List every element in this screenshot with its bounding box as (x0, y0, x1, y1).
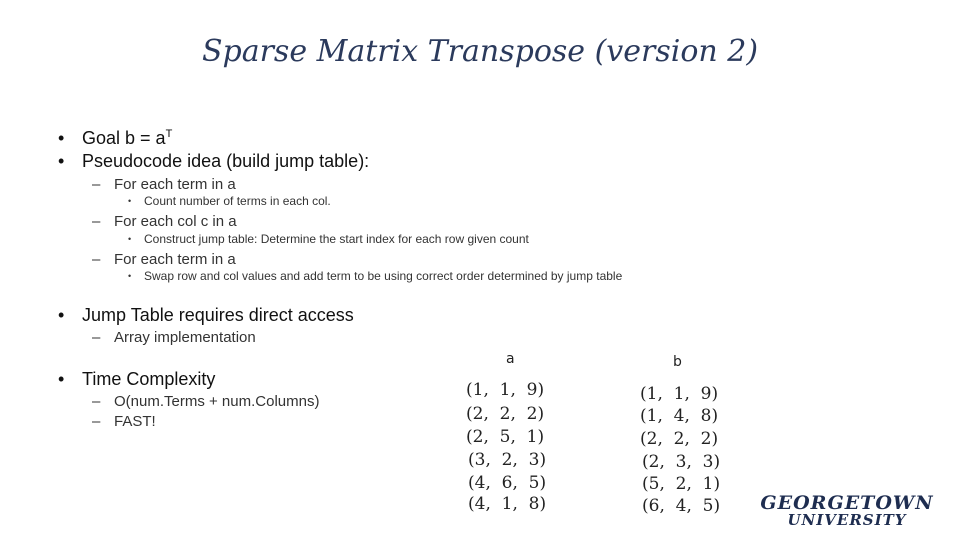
georgetown-logo (752, 494, 942, 530)
matrix-a-row: (3, 2, 3) (468, 450, 547, 470)
step1-detail-text: Count number of terms in each col. (144, 194, 331, 208)
slide-title: Sparse Matrix Transpose (version 2) (201, 34, 759, 69)
step2-text: For each col c in a (114, 213, 237, 230)
sub-bullet-fast: – FAST! (92, 413, 156, 430)
detail-step2: • Construct jump table: Determine the start index for each row given count (128, 232, 529, 246)
goal-superscript: T (165, 128, 173, 140)
matrix-b-row: (5, 2, 1) (642, 474, 721, 494)
matrix-a-row: (2, 2, 2) (466, 404, 545, 424)
step1-text: For each term in a (114, 176, 236, 193)
sub-bullet-step2: – For each col c in a (92, 213, 237, 230)
bullet-jump-table: • Jump Table requires direct access (58, 305, 354, 325)
detail-step1: • Count number of terms in each col. (128, 194, 331, 208)
matrix-b-label: b (673, 354, 682, 370)
matrix-b-row: (2, 2, 2) (640, 429, 719, 449)
matrix-b-row: (1, 1, 9) (640, 384, 719, 404)
step2-detail-text: Construct jump table: Determine the start index for each row given count (144, 232, 529, 246)
matrix-a-row: (4, 6, 5) (468, 473, 547, 493)
pseudocode-text: Pseudocode idea (build jump table): (82, 151, 370, 171)
sub-bullet-array: – Array implementation (92, 329, 256, 346)
bullet-pseudocode: • Pseudocode idea (build jump table): (58, 151, 370, 171)
matrix-a-row: (2, 5, 1) (466, 427, 545, 447)
step3-detail-text: Swap row and col values and add term to be using correct order determined by jump table (144, 269, 623, 283)
matrix-b-row: (6, 4, 5) (642, 496, 721, 516)
matrix-b-row: (2, 3, 3) (642, 452, 721, 472)
matrix-a-label: a (506, 351, 515, 367)
step3-text: For each term in a (114, 251, 236, 268)
goal-text: Goal b = a (82, 128, 166, 148)
sub-bullet-step1: – For each term in a (92, 176, 236, 193)
matrix-b-row: (1, 4, 8) (640, 406, 719, 426)
matrix-a-row: (1, 1, 9) (466, 380, 545, 400)
sub-bullet-complexity: – O(num.Terms + num.Columns) (92, 393, 320, 410)
logo-line1: GEORGETOWN (760, 492, 934, 514)
matrix-a-row: (4, 1, 8) (468, 494, 547, 514)
jump-detail-text: Array implementation (114, 329, 256, 346)
complexity-text: Time Complexity (82, 369, 216, 389)
bullet-goal: • Goal $b = a^T$ (58, 128, 173, 148)
jump-text: Jump Table requires direct access (82, 305, 354, 325)
sub-bullet-step3: – For each term in a (92, 251, 236, 268)
logo-line2: UNIVERSITY (787, 511, 907, 529)
bullet-time-complexity: • Time Complexity (58, 369, 216, 389)
complexity-detail2-text: FAST! (114, 413, 156, 430)
detail-step3: • Swap row and col values and add term to be using correct order determined by jump table (128, 269, 623, 283)
complexity-detail1-text: O(num.Terms + num.Columns) (114, 393, 320, 410)
